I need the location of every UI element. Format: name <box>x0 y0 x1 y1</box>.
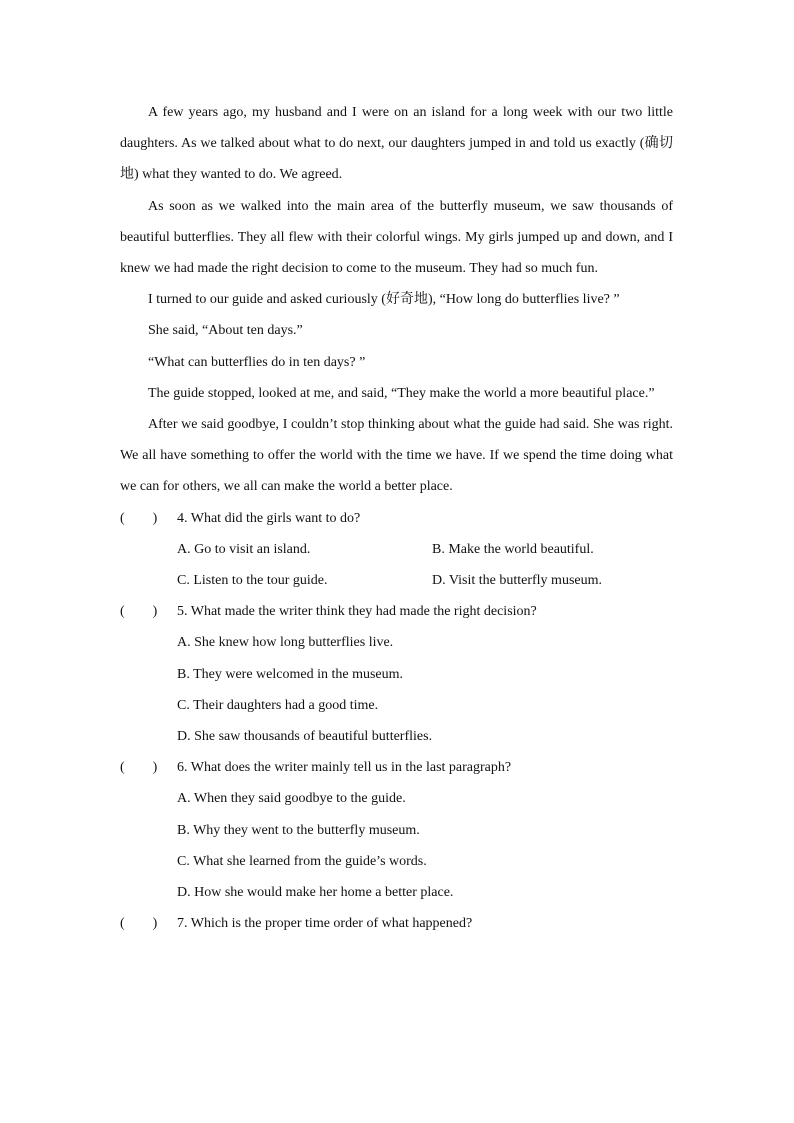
passage-paragraph-3: I turned to our guide and asked curiously (好奇地), “How long do butterflies live? ” <box>148 292 620 308</box>
option-d: D. How she would make her home a better place. <box>177 885 454 901</box>
passage-paragraph-4: She said, “About ten days.” <box>148 323 303 339</box>
question-7 <box>120 908 673 939</box>
passage-paragraph-5: “What can butterflies do in ten days? ” <box>148 354 366 370</box>
option-b: B. Why they went to the butterfly museum. <box>177 822 420 838</box>
option-d: D. She saw thousands of beautiful butterflies. <box>177 729 433 745</box>
option-d: D. Visit the butterfly museum. <box>432 573 602 589</box>
question-stem: 4. What did the girls want to do? <box>177 510 361 526</box>
answer-blank[interactable]: ( ) <box>120 510 158 526</box>
question-5 <box>120 596 673 752</box>
question-6 <box>120 752 673 908</box>
question-stem: 6. What does the writer mainly tell us in the last paragraph? <box>177 760 512 776</box>
question-stem: 5. What made the writer think they had made the right decision? <box>177 604 537 620</box>
passage-paragraph-2: As soon as we walked into the main area of the butterfly museum, we saw thousands of beautiful butterflies. They all flew with their colorful wings. My girls jumped up and down, and I knew we had made the right decision to come to the museum. They had so much fun. <box>120 198 673 277</box>
option-c: C. Their daughters had a good time. <box>177 697 379 713</box>
option-a: A. When they said goodbye to the guide. <box>177 791 406 807</box>
option-b: B. They were welcomed in the museum. <box>177 666 404 682</box>
answer-blank[interactable]: ( ) <box>120 916 158 932</box>
passage-paragraph-6: The guide stopped, looked at me, and said, “They make the world a more beautiful place.” <box>148 385 655 401</box>
option-c: C. What she learned from the guide’s words. <box>177 853 427 869</box>
passage-paragraph-1: A few years ago, my husband and I were on an island for a long week with our two little daughters. As we talked about what to do next, our daughters jumped in and told us exactly (确切地) what they wanted to do. We agreed. <box>120 105 673 183</box>
option-a: A. Go to visit an island. <box>177 541 311 557</box>
passage-paragraph-7: After we said goodbye, I couldn’t stop thinking about what the guide had said. She was right. We all have something to offer the world with the time we have. If we spend the time doing what we can for others, we all can make the world a better place. <box>120 417 673 495</box>
option-a: A. She knew how long butterflies live. <box>177 635 394 651</box>
option-b: B. Make the world beautiful. <box>432 541 594 557</box>
question-stem: 7. Which is the proper time order of what happened? <box>177 916 473 932</box>
answer-blank[interactable]: ( ) <box>120 760 158 776</box>
question-4 <box>120 503 673 597</box>
option-c: C. Listen to the tour guide. <box>177 573 328 589</box>
answer-blank[interactable]: ( ) <box>120 604 158 620</box>
document-page <box>120 97 673 939</box>
